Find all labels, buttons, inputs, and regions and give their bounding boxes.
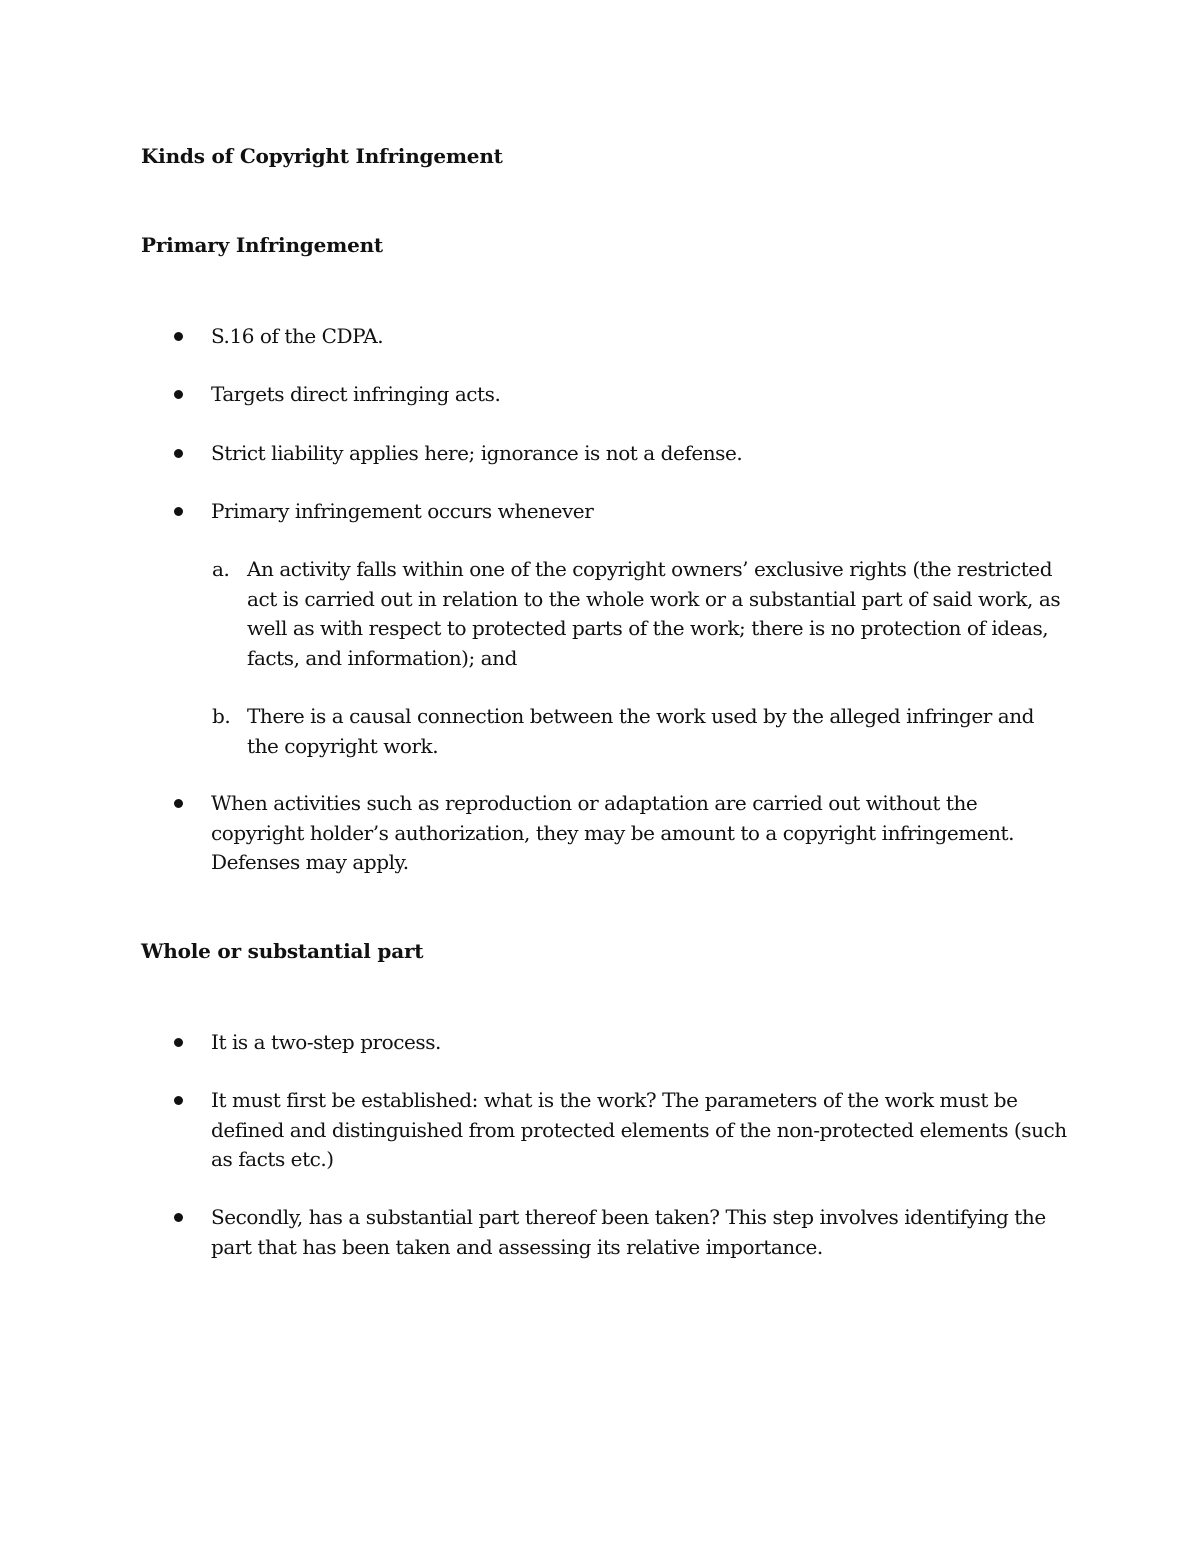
list-item-text: When activities such as reproduction or adaptation are carried out without the copyright holder’s authorization, they may be amount to a copyright infringement. Defenses may apply. — [211, 791, 1015, 874]
bullet-icon — [174, 390, 183, 399]
bullet-icon — [174, 1213, 183, 1222]
list-item-text: Strict liability applies here; ignorance is not a defense. — [211, 441, 743, 465]
bullet-icon — [174, 799, 183, 808]
list-item-text: S.16 of the CDPA. — [211, 324, 384, 348]
bullet-icon — [174, 507, 183, 516]
bullet-icon — [174, 449, 183, 458]
sub-list-marker: b. — [212, 704, 231, 728]
list-item-text: Primary infringement occurs whenever — [211, 499, 594, 523]
bullet-icon — [174, 1096, 183, 1105]
section-heading-whole-or-substantial-part: Whole or substantial part — [141, 939, 424, 963]
document-title: Kinds of Copyright Infringement — [141, 144, 503, 168]
list-item-text: Targets direct infringing acts. — [211, 382, 501, 406]
sub-list-marker: a. — [212, 557, 230, 581]
bullet-icon — [174, 332, 183, 341]
section-heading-primary-infringement: Primary Infringement — [141, 233, 383, 257]
bullet-icon — [174, 1038, 183, 1047]
sub-list-item-text: An activity falls within one of the copyright owners’ exclusive rights (the restricted act is carried out in relation to the whole work or a substantial part of said work, as well as with respect to protected parts of the work; there is no protection of ideas, facts, and information); and — [247, 557, 1061, 670]
sub-list-item-text: There is a causal connection between the work used by the alleged infringer and the copyright work. — [247, 704, 1035, 758]
list-item-text: Secondly, has a substantial part thereof been taken? This step involves identifying the part that has been taken and assessing its relative importance. — [211, 1205, 1046, 1259]
list-item-text: It is a two-step process. — [211, 1030, 441, 1054]
list-item-text: It must first be established: what is the work? The parameters of the work must be defined and distinguished from protected elements of the non-protected elements (such as facts etc.) — [211, 1088, 1067, 1171]
